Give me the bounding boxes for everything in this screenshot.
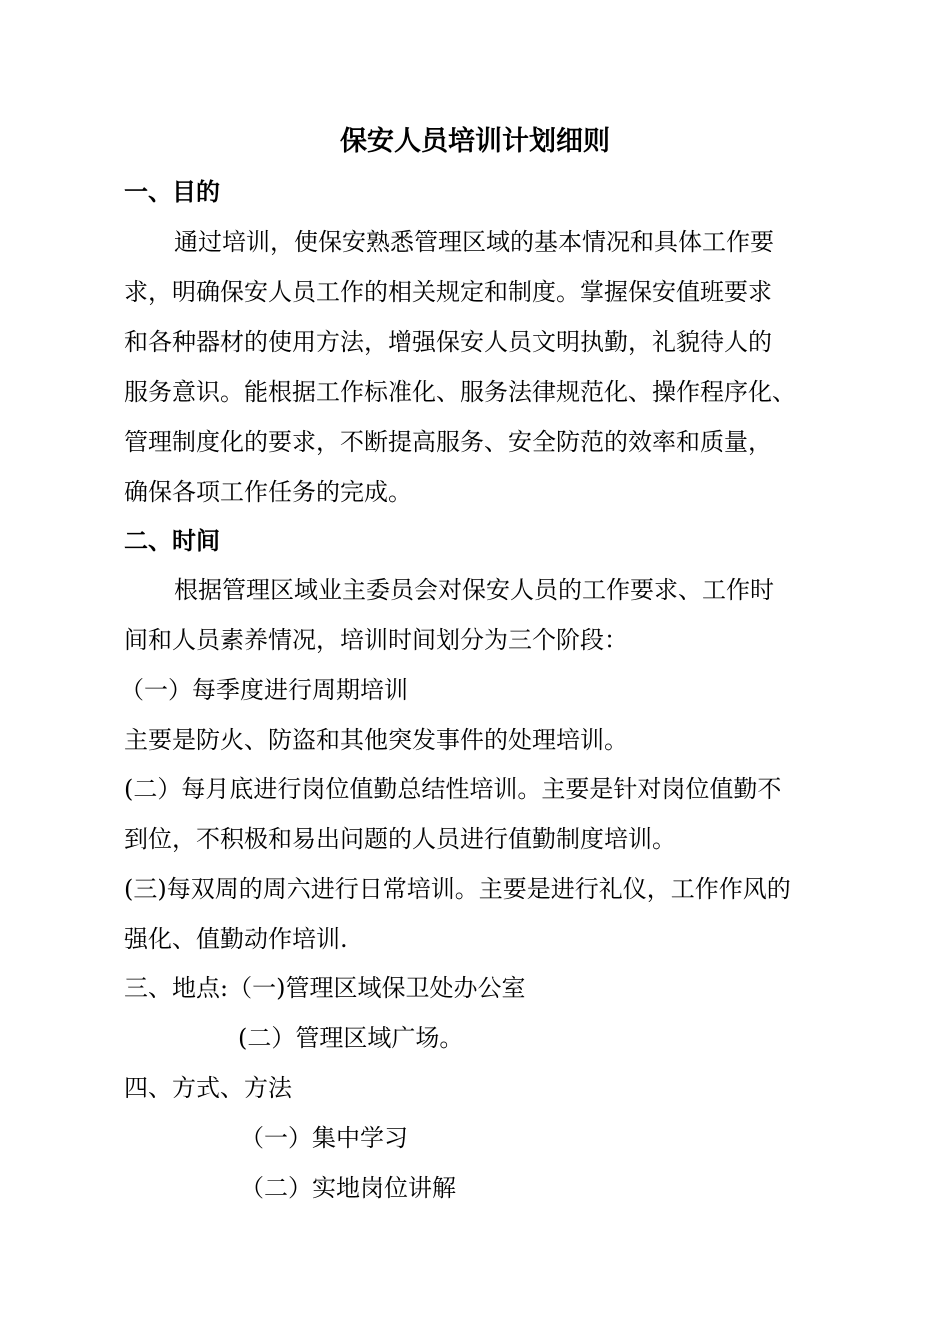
- section-heading-time: 二、时间: [124, 526, 220, 555]
- page-title: 保安人员培训计划细则: [340, 126, 610, 157]
- section-heading-method: 四、方式、方法: [124, 1074, 292, 1102]
- paragraph-line: 根据管理区域业主委员会对保安人员的工作要求、工作时: [174, 576, 774, 604]
- paragraph-line: 通过培训，使保安熟悉管理区域的基本情况和具体工作要: [174, 228, 774, 256]
- location-item: (二）管理区域广场。: [238, 1024, 464, 1052]
- paragraph-line: (二）每月底进行岗位值勤总结性培训。主要是针对岗位值勤不: [124, 775, 782, 803]
- subsection-heading: （一）每季度进行周期培训: [120, 676, 408, 704]
- paragraph-line: 求，明确保安人员工作的相关规定和制度。掌握保安值班要求: [124, 278, 772, 306]
- paragraph-line: 和各种器材的使用方法，增强保安人员文明执勤，礼貌待人的: [124, 328, 772, 356]
- paragraph-line: 管理制度化的要求，不断提高服务、安全防范的效率和质量，: [124, 428, 772, 456]
- method-item: （二）实地岗位讲解: [240, 1174, 456, 1202]
- paragraph-line: (三)每双周的周六进行日常培训。主要是进行礼仪，工作作风的: [124, 875, 791, 903]
- paragraph-line: 服务意识。能根据工作标准化、服务法律规范化、操作程序化、: [124, 378, 796, 406]
- paragraph-line: 间和人员素养情况，培训时间划分为三个阶段：: [124, 626, 628, 654]
- paragraph-line: 确保各项工作任务的完成。: [124, 478, 412, 506]
- paragraph-line: 到位，不积极和易出问题的人员进行值勤制度培训。: [124, 825, 676, 853]
- paragraph-line: 强化、值勤动作培训.: [124, 925, 348, 953]
- paragraph-line: 主要是防火、防盗和其他突发事件的处理培训。: [124, 726, 628, 754]
- method-item: （一）集中学习: [240, 1124, 408, 1152]
- section-heading-location: 三、地点:（一)管理区域保卫处办公室: [124, 974, 526, 1002]
- section-heading-purpose: 一、目的: [124, 177, 220, 206]
